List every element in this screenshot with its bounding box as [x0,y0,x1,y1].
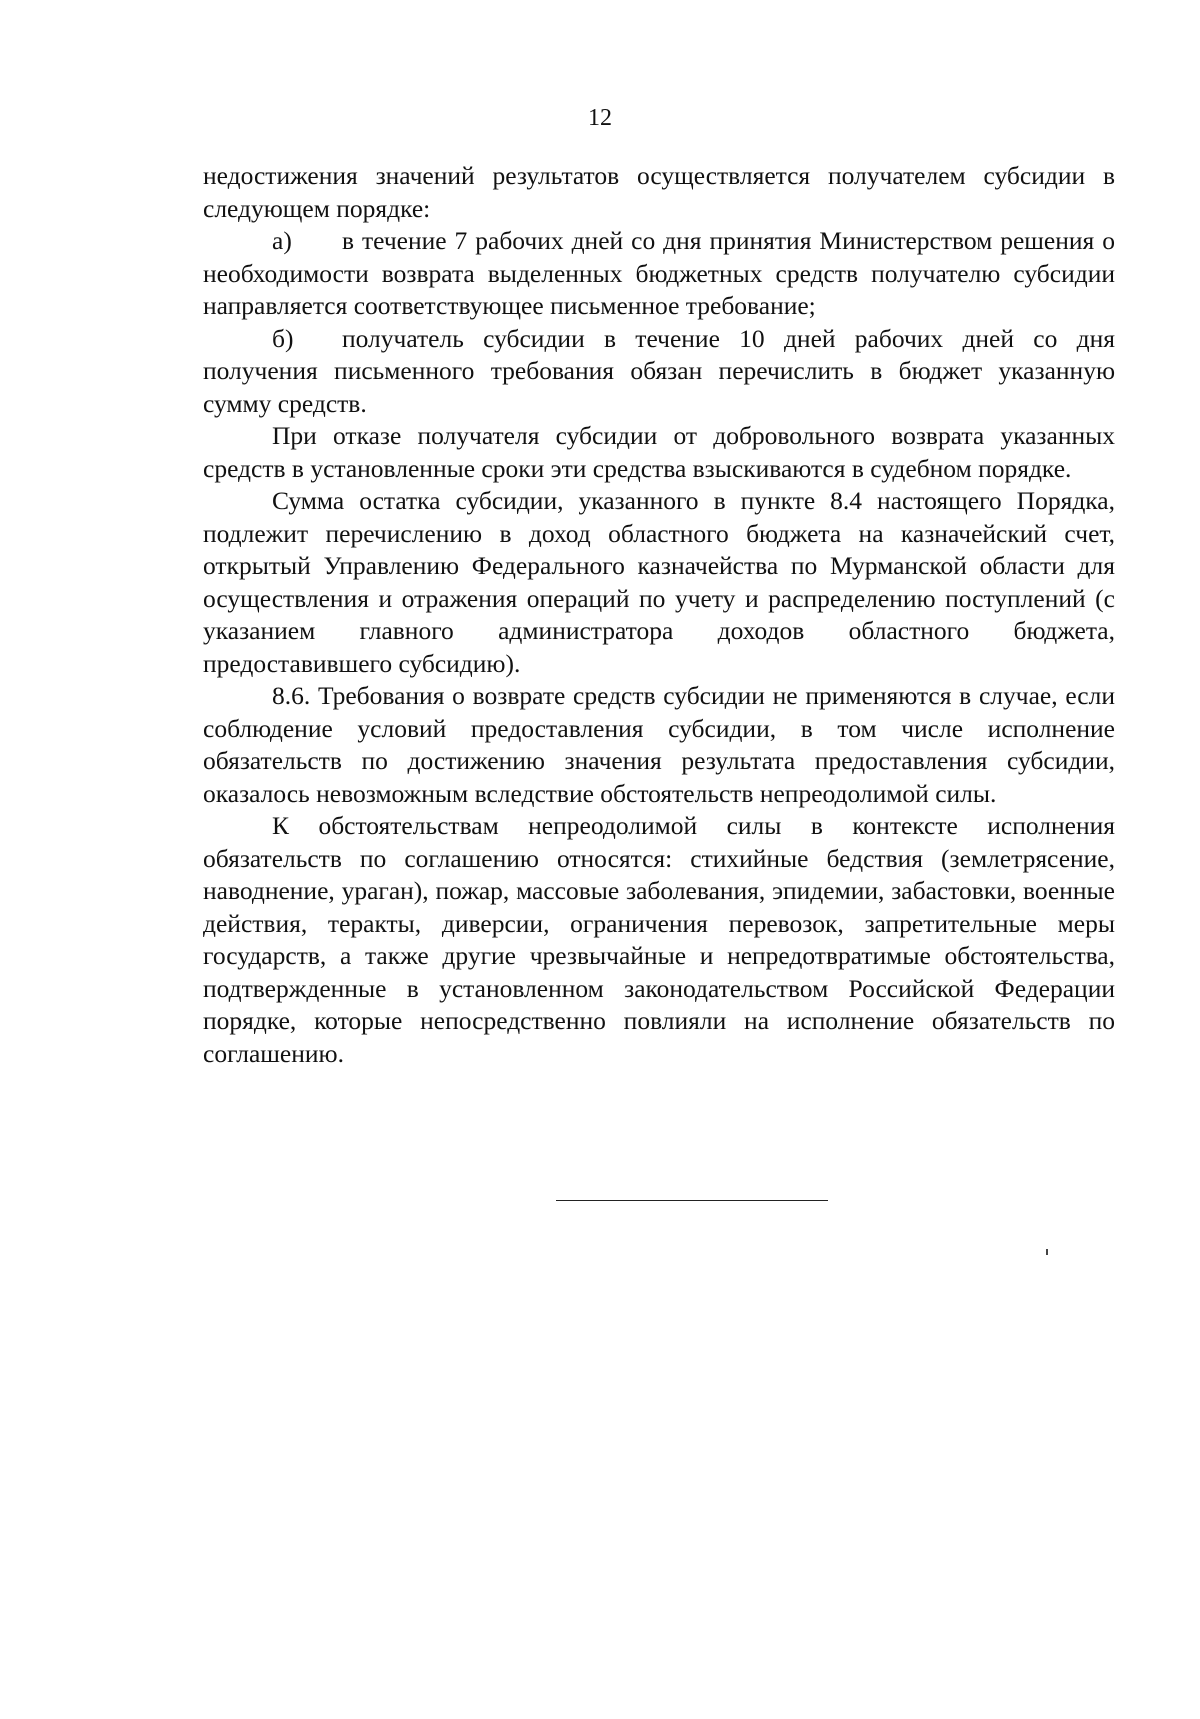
paragraph-8-6: 8.6. Требования о возврате средств субсидии не применяются в случае, если соблюдение условий предоставления субсидии, в том числе исполнение обязательств по достижению значения результата предоставления субсидии, оказалось невозможным вследствие обстоятельств непреодолимой силы. [203,681,1115,808]
list-item-a-text: в течение 7 рабочих дней со дня принятия Министерством решения о необходимости возврата выделенных бюджетных средств получателю субсидии направляется соответствующее письменное требование; [203,226,1115,320]
list-marker-a: а) [272,226,292,255]
list-item-b-text: получатель субсидии в течение 10 дней рабочих дней со дня получения письменного требования обязан перечислить в бюджет указанную сумму средств. [203,323,1115,418]
list-item-b [203,323,1115,421]
page-number: 12 [588,105,612,131]
scan-speck [1046,1249,1048,1255]
list-item-a [203,225,1115,323]
paragraph-remainder: Сумма остатка субсидии, указанного в пункте 8.4 настоящего Порядка, подлежит перечислению в доход областного бюджета на казначейский счет, открытый Управлению Федерального казначейства по Мурманской области для осуществления и отражения операций по учету и распределению поступлений (с указанием главного администратора доходов областного бюджета, предоставившего субсидию). [203,486,1115,678]
paragraph-force-majeure: К обстоятельствам непреодолимой силы в контексте исполнения обязательств по соглашению относятся: стихийные бедствия (землетрясение, наводнение, ураган), пожар, массовые заболевания, эпидемии, забастовки, военные действия, теракты, диверсии, ограничения перевозок, запретительные меры государств, а также другие чрезвычайные и непредотвратимые обстоятельства, подтвержденные в установленном законодательством Российской Федерации порядке, которые непосредственно повлияли на исполнение обязательств по соглашению. [203,811,1115,1068]
list-marker-b: б) [272,323,294,353]
closing-separator-line [556,1200,828,1201]
document-body [203,160,1115,1070]
paragraph-refusal: При отказе получателя субсидии от добровольного возврата указанных средств в установленные сроки эти средства взыскиваются в судебном порядке. [203,421,1115,483]
paragraph-continuation: недостижения значений результатов осуществляется получателем субсидии в следующем порядке: [203,161,1115,223]
